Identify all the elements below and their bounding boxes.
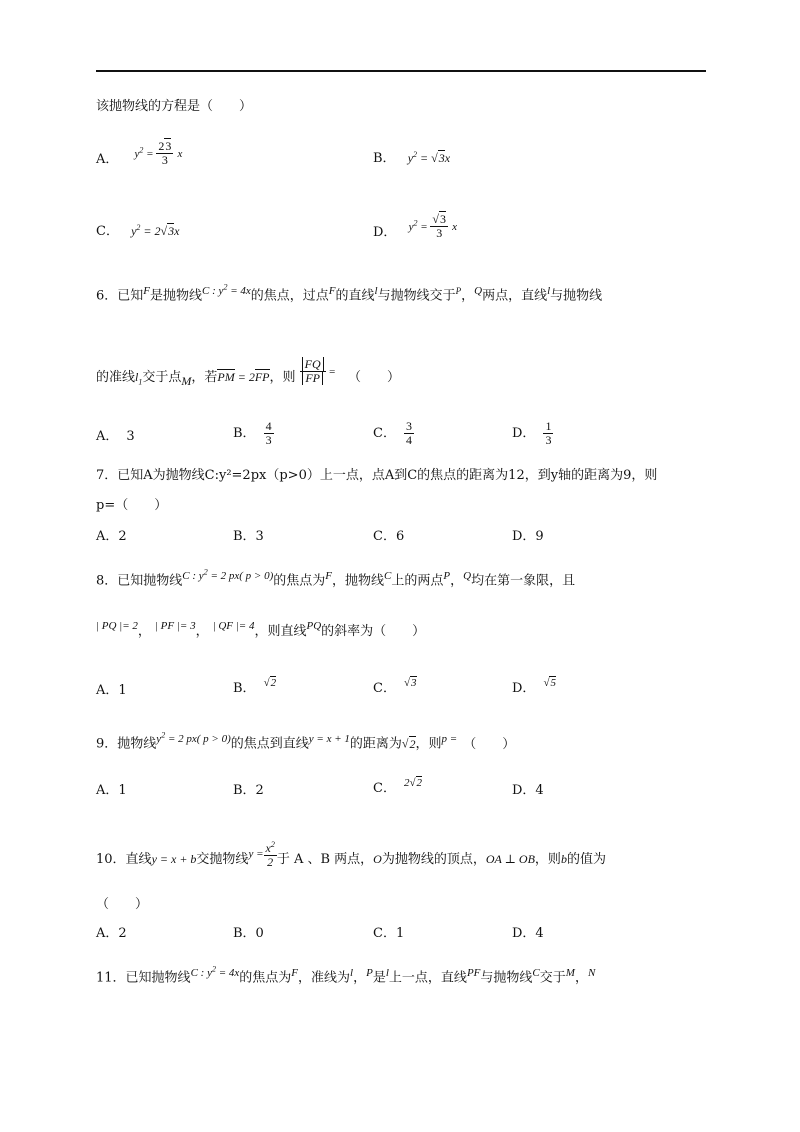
q5-option-a[interactable]: A． $^{y^2 =}$ $\frac{23}{3}$ $^x$ bbox=[96, 139, 183, 167]
q7-option-b[interactable]: B．3 bbox=[233, 529, 264, 544]
q10-stem: 10．直线y = x + b交抛物线$^{y =}$ $\frac{x^2}{2}$ 于 A 、B 两点，O为抛物线的顶点，OA ⊥ OB，则b的值为 bbox=[96, 840, 606, 869]
q6-option-a[interactable]: A． 3 bbox=[96, 429, 135, 444]
q6-option-d[interactable]: D． $\frac{1}{3}$ bbox=[512, 419, 552, 447]
q8-stem-line1: 8．已知抛物线$^{C : y^2 = 2 px( p > 0)}$的焦点为$^F$，抛物线$^C$上的两点$^P$，$^Q$均在第一象限，且 bbox=[96, 567, 576, 589]
q6-option-b[interactable]: B． $\frac{4}{3}$ bbox=[233, 419, 272, 447]
q8-option-a[interactable]: A．1 bbox=[96, 683, 127, 698]
q8-option-d[interactable]: D． $^{√5}$ bbox=[512, 677, 556, 696]
q9-stem: 9．抛物线$^{y^2 = 2 px( p > 0)}$的焦点到直线$^{y = x + 1}$的距离为√2，则$^{p =}$ （ ） bbox=[96, 730, 516, 752]
q10-paren: （ ） bbox=[96, 897, 149, 912]
q11-stem: 11．已知抛物线$^{C : y^2 = 4x}$的焦点为$^F$，准线为$^l$，$^P$是$^l$上一点，直线$^{PF}$与抛物线$^C$交于$^M$，$^N$ bbox=[96, 964, 596, 986]
q10-option-d[interactable]: D．4 bbox=[512, 926, 544, 941]
q6-option-c[interactable]: C． $\frac{3}{4}$ bbox=[373, 419, 412, 447]
q5-option-c[interactable]: C． $y^2 = 2√3x$ bbox=[96, 223, 180, 239]
q8-option-b[interactable]: B． $^{√2}$ bbox=[233, 677, 277, 696]
q9-option-c[interactable]: C． $^{2√2}$ bbox=[373, 777, 422, 796]
q9-option-b[interactable]: B．2 bbox=[233, 783, 264, 798]
header-rule bbox=[96, 70, 706, 72]
q7-option-d[interactable]: D．9 bbox=[512, 529, 544, 544]
q5-option-d[interactable]: D． $^{y^2 =}$ $\frac{√3}{3}$ $^x$ bbox=[373, 212, 458, 240]
q7-option-a[interactable]: A．2 bbox=[96, 529, 127, 544]
q5-option-b[interactable]: B． $y^2 = √3x$ bbox=[373, 150, 451, 166]
q8-option-c[interactable]: C． $^{√3}$ bbox=[373, 677, 417, 696]
q8-stem-line2: $^{| PQ |= 2}$， $^{| PF |= 3}$， $^{| QF |= 4}$，则直线$^{PQ}$的斜率为（ ） bbox=[96, 620, 426, 639]
q10-option-b[interactable]: B．0 bbox=[233, 926, 264, 941]
q10-option-c[interactable]: C．1 bbox=[373, 926, 405, 941]
q10-option-a[interactable]: A．2 bbox=[96, 926, 127, 941]
q6-stem-line1: 6．已知$^F$是抛物线$^{C : y^2 = 4x}$的焦点，过点$^F$的直线$^l$与抛物线交于$^P$，$^Q$两点，直线$^l$与抛物线 bbox=[96, 282, 603, 304]
q7-option-c[interactable]: C．6 bbox=[373, 529, 405, 544]
q6-stem-line2: 的准线$l_1$交于点M，若PM = 2FP，则 $\frac{FQ}{FP}$ = （ ） bbox=[96, 357, 400, 388]
q9-option-d[interactable]: D．4 bbox=[512, 783, 544, 798]
q7-stem-line2: p=（ ） bbox=[96, 498, 168, 513]
q5-stem-tail: 该抛物线的方程是（ ） bbox=[96, 99, 253, 114]
q9-option-a[interactable]: A．1 bbox=[96, 783, 127, 798]
q7-stem-line1: 7．已知A为抛物线C:y²=2px（p>0）上一点，点A到C的焦点的距离为12，到y轴的距离为9，则 bbox=[96, 468, 658, 483]
